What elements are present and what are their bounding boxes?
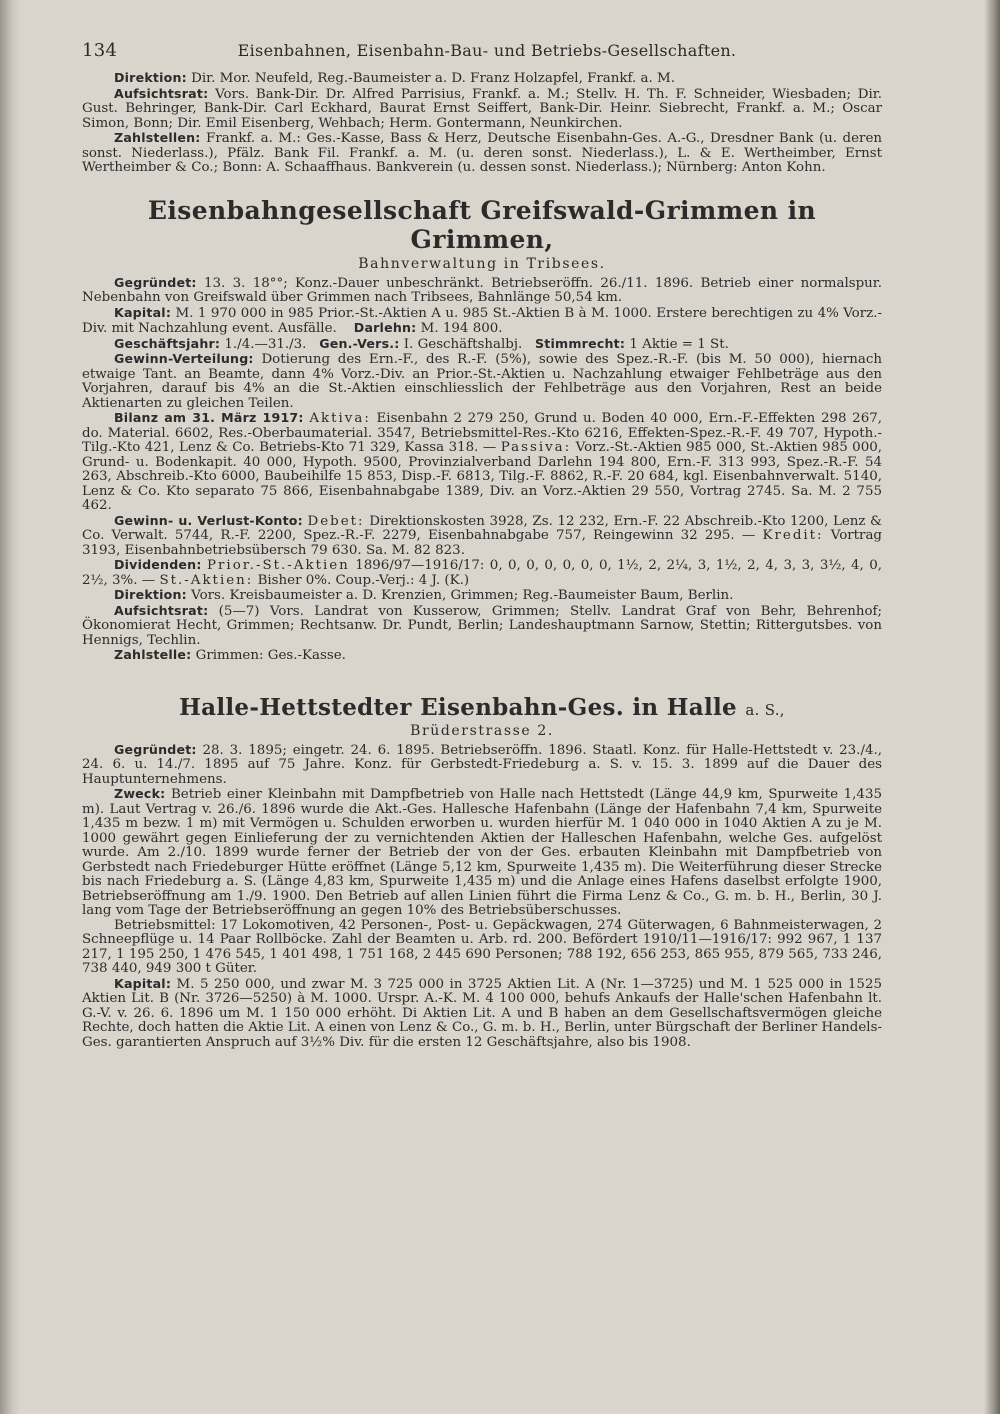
s2-gegruendet: [82, 743, 882, 788]
entry-text: 28. 3. 1895; eingetr. 24. 6. 1895. Betriebseröffn. 1896. Staatl. Konz. für Halle-Hettstedt v. 23./4., 24. 6. u. 14./7. 1895 auf 75 Jahre. Konz. für Gerbstedt-Friedeburg a. S. v. 15. 3. 1899 auf die Dauer des Hauptunternehmens.: [82, 742, 882, 787]
page-header: [82, 40, 882, 61]
entry-label: Betriebsmittel:: [114, 917, 216, 933]
page-edge-shadow: [984, 0, 1000, 1414]
section-title-greifswald: Eisenbahngesellschaft Greifswald-Grimmen in Grimmen,: [147, 195, 817, 254]
section-subtitle-halle: Brüderstrasse 2.: [410, 722, 554, 739]
prev-direktion: [82, 71, 882, 87]
s1-bilanz: [82, 411, 882, 514]
passiva-text: Vorz.-St.-Aktien 985 000, St.-Aktien 985 000, Grund- u. Bodenkapit. 40 000, Hypoth. 9500, Provinzialverband Darlehn 194 800, Ern.-F. 313 993, Spez.-R.-F. 54 263, Abschreib.-Kto 6000, Baubeihilfe 15 853, Disp.-F. 6813, Tilg.-F. 8862, R.-F. 20 684, kgl. Eisenbahnverwalt. 5140, Lenz & Co. Kto separato 75 866, Eisenbahnabgabe 1389, Div. an Vorz.-Aktien 29 550, Vortrag 2745. Sa. M. 2 755 462.: [82, 440, 882, 513]
prev-aufsichtsrat: [82, 87, 882, 132]
s1-gegruendet: [82, 276, 882, 306]
page-number: 134: [82, 40, 118, 61]
st-label: St.-Aktien:: [159, 572, 254, 588]
entry-text: M. 1 970 000 in 985 Prior.-St.-Aktien A u. 985 St.-Aktien B à M. 1000. Erstere berechtigen zu 4% Vorz.-Div. mit Nachzahlung event. Ausfälle.: [82, 305, 882, 336]
entry-text: Betrieb einer Kleinbahn mit Dampfbetrieb von Halle nach Hettstedt (Länge 44,9 km, Spurweite 1,435 m). Laut Vertrag v. 26./6. 1896 wurde die Akt.-Ges. Hallesche Hafenbahn (Länge der Hafenbahn 7,4 km, Spurweite 1,435 m bezw. 1 m) mit Vermögen u. Schulden erworben u. wurden hierfür M. 1 040 000 in 1040 Aktien A zu je M. 1000 gewährt gegen Einlieferung der zu vernichtenden Aktien der Halleschen Hafenbahn, welche Ges. aufgelöst wurde. Am 2./10. 1899 wurde ferner der Betrieb der von der Ges. erbauten Kleinbahn mit Dampfbetrieb von Gerbstedt nach Friedeburger Hütte eröffnet (Länge 5,12 km, Spurweite 1,435 m). Die Weiterführung dieser Strecke bis nach Friedeburg a. S. (Länge 4,83 km, Spurweite 1,435 m) und die Anlage eines Hafens daselbst erfolgte 1900, Betriebseröffnung am 1./9. 1900. Den Betrieb auf allen Linien führt die Firma Lenz & Co., G. m. b. H., Berlin, 30 J. lang vom Tage der Betriebseröffnung an gegen 10% des Betriebsüberschusses.: [82, 787, 882, 918]
s1-zahlstelle: [82, 648, 882, 664]
entry-text: Dotierung des Ern.-F., des R.-F. (5%), sowie des Spez.-R.-F. (bis M. 50 000), hiernach etwaige Tant. an Beamte, dann 4% Vorz.-Div. an Prior.-St.-Aktien u. Nachzahlung etwaiger Fehlbeträge aus den Vorjahren, darauf bis 4% an die St.-Aktien einschliesslich der Fehlbeträge aus den Vorjahren, Rest an beide Aktienarten zu gleichen Teilen.: [82, 352, 882, 411]
entry-label: Dividenden:: [114, 557, 202, 572]
section-title-halle-hettstedt: [82, 694, 882, 721]
entry-text: M. 194 800.: [420, 321, 503, 336]
title-tail: a. S.,: [745, 700, 785, 719]
s1-aufsichtsrat: [82, 604, 882, 649]
kredit-text: Vortrag 3193, Eisenbahnbetriebsübersch 79 630. Sa. M. 82 823.: [82, 528, 883, 558]
entry-label: Zahlstellen:: [114, 130, 201, 145]
entry-text: (5—7) Vors. Landrat von Kusserow, Grimmen; Stellv. Landrat Graf von Behr, Behrenhof; Ökonomierat Hecht, Grimmen; Rechtsanw. Dr. Pundt, Berlin; Landeshauptmann Sarnow, Stettin; Rittergutsbes. von Hennigs, Techlin.: [82, 603, 883, 648]
prior-label: Prior.-St.-Aktien: [207, 558, 350, 573]
s2-betriebsmittel: [82, 919, 882, 977]
s1-gewinnverteilung: [82, 352, 882, 411]
s2-kapital: [82, 977, 882, 1051]
entry-label: Aufsichtsrat:: [114, 602, 209, 618]
entry-label: Aufsichtsrat:: [114, 85, 209, 101]
entry-label: Zahlstelle:: [114, 647, 192, 662]
entry-label: Kapital:: [114, 304, 172, 320]
s1-kapital: [82, 306, 882, 337]
entry-text: M. 5 250 000, und zwar M. 3 725 000 in 3725 Aktien Lit. A (Nr. 1—3725) und M. 1 525 000 in 1525 Aktien Lit. B (Nr. 3726—5250) à M. 1000. Urspr. A.-K. M. 4 100 000, behufs Ankaufs der Halle'schen Hafenbahn lt. G.-V. v. 26. 6. 1896 um M. 1 150 000 erhöht. Di Aktien Lit. A und B haben an dem Gesellschaftsvermögen gleiche Rechte, doch hatten die Aktie Lit. A einen von Lenz & Co., G. m. b. H., Berlin, unter Bürgschaft der Berliner Handels-Ges. garantierten Anspruch auf 3½% Div. für die ersten 12 Geschäftsjahre, also bis 1908.: [82, 976, 882, 1050]
entry-text: Vors. Kreisbaumeister a. D. Krenzien, Grimmen; Reg.-Baumeister Baum, Berlin.: [191, 588, 734, 603]
entry-text: Frankf. a. M.: Ges.-Kasse, Bass & Herz, Deutsche Eisenbahn-Ges. A.-G., Dresdner Bank (u. deren sonst. Niederlass.), Pfälz. Bank Fil. Frankf. a. M. (u. deren sonst. Niederlass.), L. & E. Wertheimber, Ernst Wertheimber & Co.; Bonn: A. Schaaffhaus. Bankverein (u. dessen sonst. Niederlass.); Nürnberg: Anton Kohn.: [82, 131, 882, 175]
kredit-label: Kredit:: [762, 528, 824, 543]
entry-label: Gegründet:: [114, 274, 197, 290]
entry-label: Darlehn:: [353, 320, 417, 335]
prev-zahlstellen: [82, 131, 882, 176]
aktiva-label: Aktiva:: [309, 411, 371, 426]
entry-text: I. Geschäftshalbj.: [403, 336, 523, 352]
entry-text: 1./4.—31./3.: [224, 336, 307, 352]
s1-guv: [82, 514, 882, 559]
entry-text: 17 Lokomotiven, 42 Personen-, Post- u. Gepäckwagen, 274 Güterwagen, 6 Bahnmeisterwagen, 2 Schneepflüge u. 14 Paar Rollböcke. Zahl der Beamten u. Arb. rd. 200. Befördert 1910/11—1916/17: 992 967, 1 137 217, 1 195 250, 1 476 545, 1 401 498, 1 751 168, 2 445 690 Personen; 788 192, 656 253, 865 955, 879 565, 733 246, 738 440, 949 300 t Güter.: [82, 917, 882, 976]
s1-dividenden: [82, 558, 882, 588]
prior-text: 1896/97—1916/17: 0, 0, 0, 0, 0, 0, 0, 1½, 2, 2¼, 3, 1½, 2, 4, 3, 3, 3½, 4, 0, 2½, 3%. —: [82, 558, 882, 588]
entry-label: Gen.-Vers.:: [319, 335, 400, 351]
entry-text: 13. 3. 18°°; Konz.-Dauer unbeschränkt. Betriebseröffn. 26./11. 1896. Betrieb einer normalspur. Nebenbahn von Greifswald über Grimmen nach Tribsees, Bahnlänge 50,54 km.: [82, 275, 882, 305]
debet-text: Direktionskosten 3928, Zs. 12 232, Ern.-F. 22 Abschreib.-Kto 1200, Lenz & Co. Verwalt. 5744, R.-F. 2200, Spez.-R.-F. 2279, Eisenbahnabgabe 757, Reingewinn 32 295. —: [82, 513, 882, 543]
s2-zweck: [82, 787, 882, 919]
entry-label: Geschäftsjahr:: [114, 335, 221, 351]
entry-text: Grimmen: Ges.-Kasse.: [195, 648, 346, 663]
entry-label: Gegründet:: [114, 741, 197, 757]
section-subtitle-greifswald: Bahnverwaltung in Tribsees.: [358, 255, 606, 272]
aktiva-text: Eisenbahn 2 279 250, Grund u. Boden 40 000, Ern.-F.-Effekten 298 267, do. Material. 6602, Res.-Oberbaumaterial. 3547, Betriebsmittel-Res.-Kto 6216, Effekten-Spez.-R.-F. 49 707, Hypoth.-Tilg.-Kto 421, Lenz & Co. Betriebs-Kto 71 329, Kassa 318. —: [82, 411, 882, 455]
s1-direktion: [82, 588, 882, 604]
entry-label: Direktion:: [114, 70, 187, 85]
entry-label: Stimmrecht:: [535, 335, 626, 351]
entry-label: Bilanz am 31. März 1917:: [114, 410, 304, 425]
entry-text: Dir. Mor. Neufeld, Reg.-Baumeister a. D. Franz Holzapfel, Frankf. a. M.: [191, 71, 675, 86]
debet-label: Debet:: [307, 513, 365, 529]
passiva-label: Passiva:: [500, 440, 572, 455]
entry-label: Direktion:: [114, 587, 187, 602]
running-title: Eisenbahnen, Eisenbahn-Bau- und Betriebs-Gesellschaften.: [237, 41, 737, 60]
title-main: Halle-Hettstedter Eisenbahn-Ges. in Halle: [179, 693, 737, 721]
book-spine-shadow: [0, 0, 20, 1414]
entry-label: Zweck:: [114, 786, 166, 801]
document-page: [82, 40, 882, 1050]
entry-label: Gewinn-Verteilung:: [114, 351, 254, 366]
entry-label: Gewinn- u. Verlust-Konto:: [114, 512, 303, 528]
st-text: Bisher 0%. Coup.-Verj.: 4 J. (K.): [257, 572, 470, 588]
entry-text: Vors. Bank-Dir. Dr. Alfred Parrisius, Frankf. a. M.; Stellv. H. Th. F. Schneider, Wiesbaden; Dir. Gust. Behringer, Bank-Dir. Carl Eckhard, Baurat Ernst Seiffert, Bank-Dir. Heinr. Siebrecht, Frankf. a. M.; Oscar Simon, Bonn; Dir. Emil Eisenberg, Wehbach; Herm. Gontermann, Neunkirchen.: [82, 86, 882, 131]
entry-text: 1 Aktie = 1 St.: [629, 336, 729, 352]
s1-geschaeftsjahr: [82, 337, 882, 353]
entry-label: Kapital:: [114, 975, 172, 991]
